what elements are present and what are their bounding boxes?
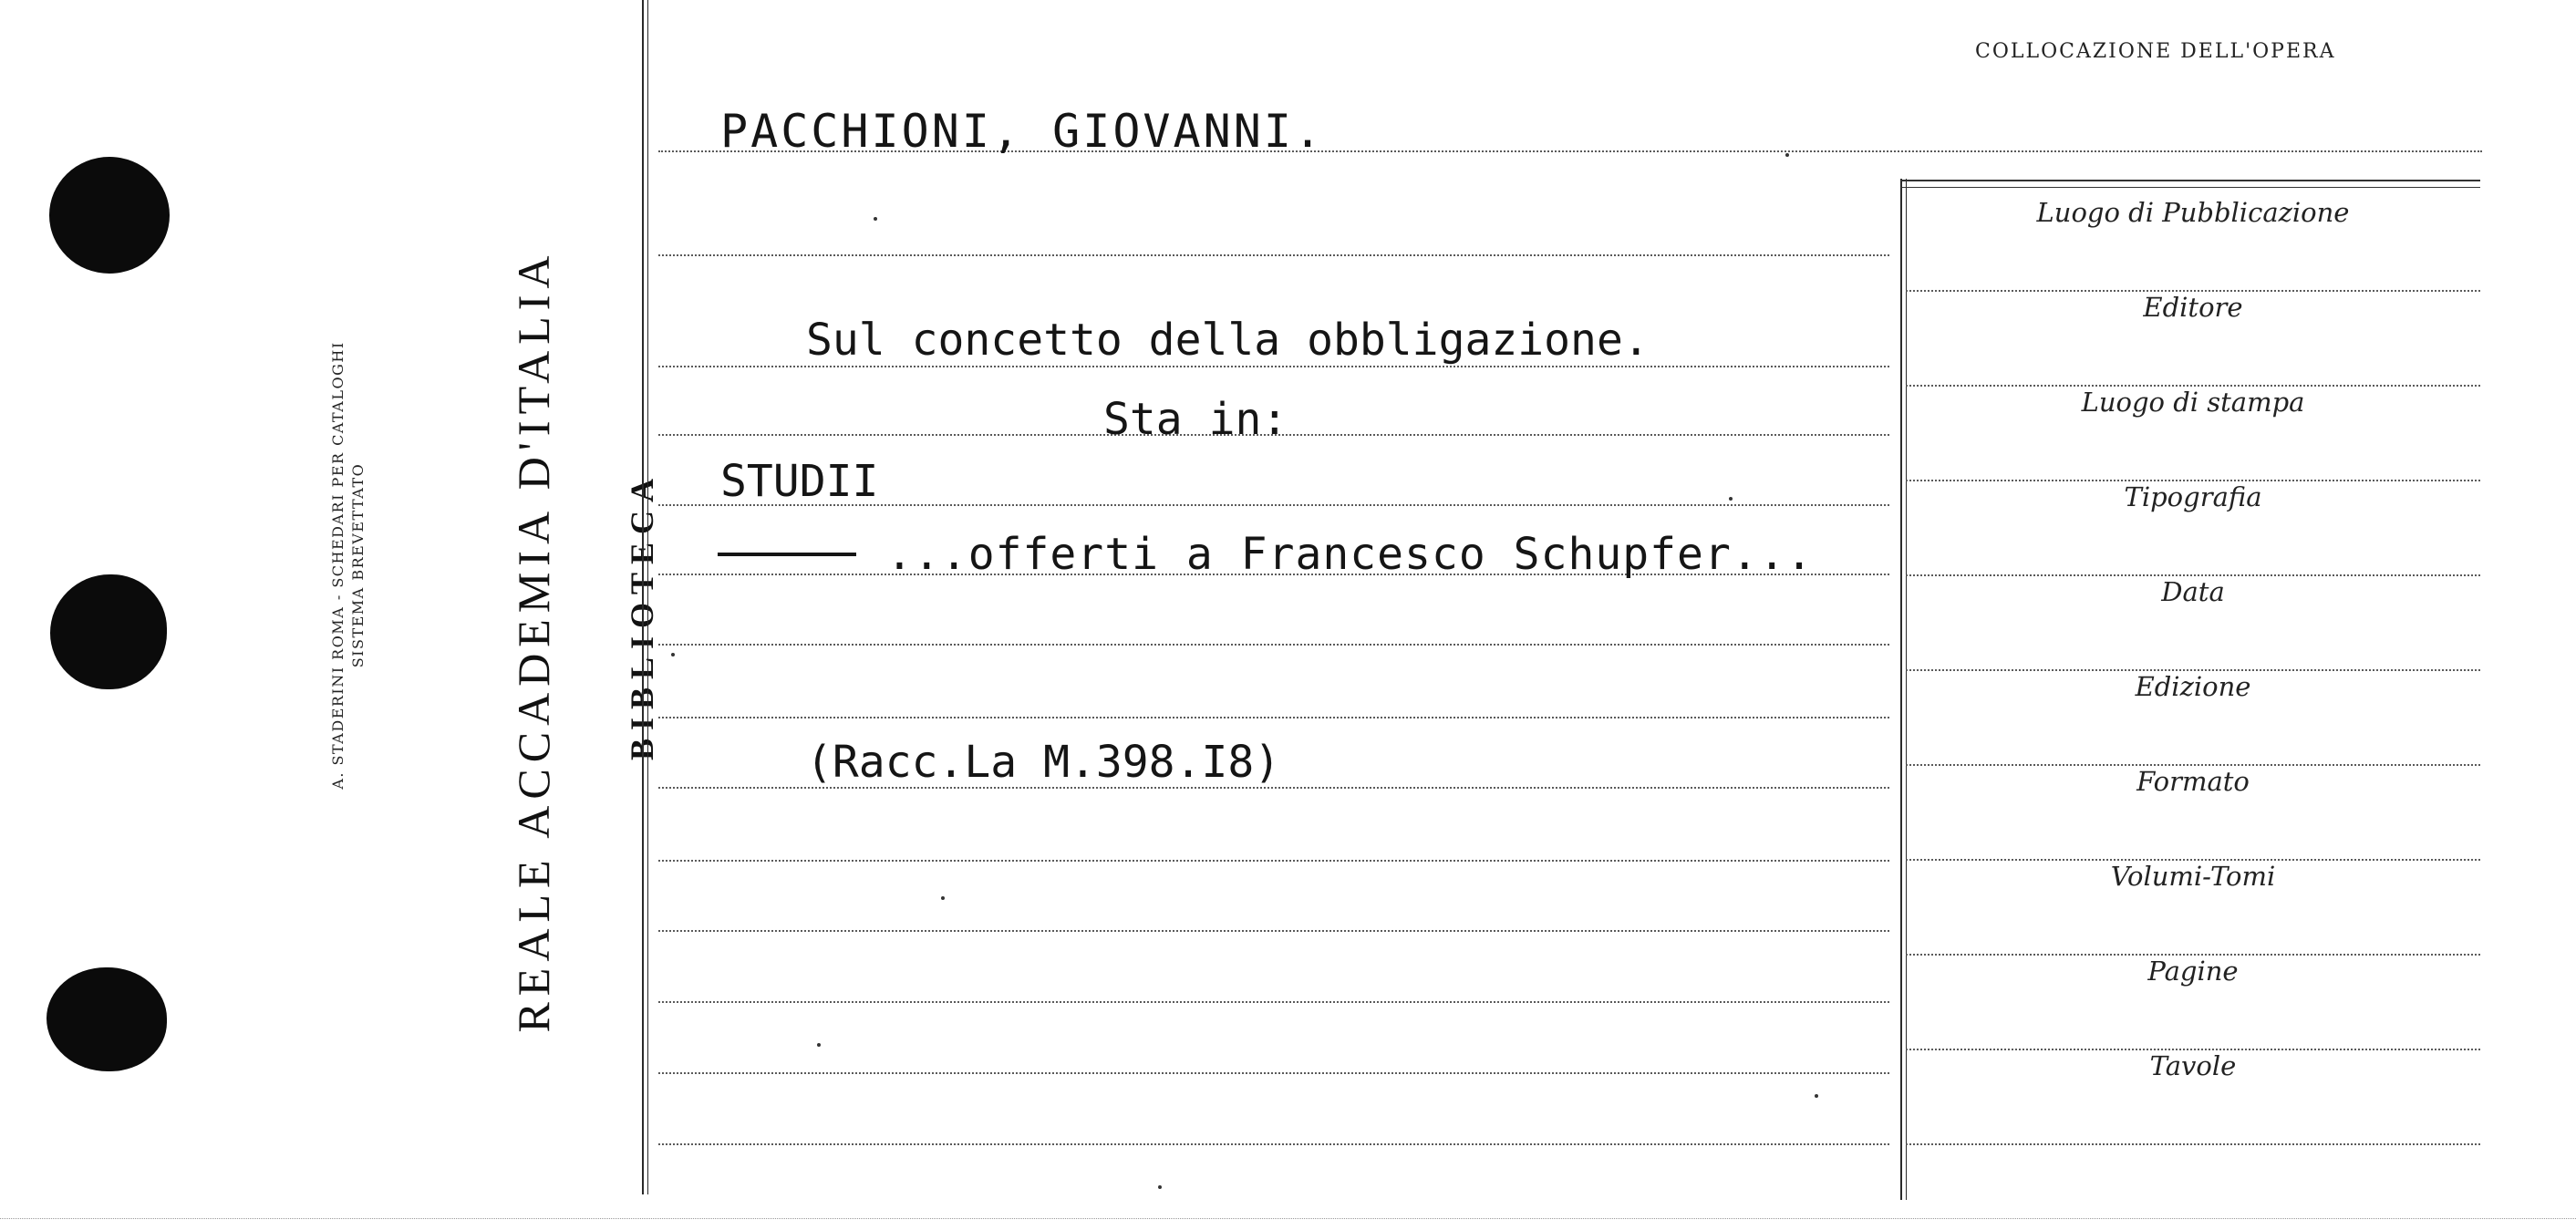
field-column-top-rule bbox=[1900, 180, 2480, 181]
field-label-format: Formato bbox=[2136, 766, 2250, 797]
work-title: Sul concetto della obbligazione. bbox=[806, 315, 1650, 366]
field-label-printer: Tipografia bbox=[2124, 481, 2262, 512]
institution-name: REALE ACCADEMIA D'ITALIA bbox=[508, 249, 559, 1033]
shelfmark: (Racc.La M.398.I8) bbox=[806, 737, 1281, 788]
field-label-place-of-printing: Luogo di stampa bbox=[2081, 387, 2305, 418]
ruled-line bbox=[658, 860, 1889, 862]
paper-speck bbox=[874, 217, 877, 221]
ruled-line bbox=[658, 254, 1889, 256]
ruled-line bbox=[658, 1072, 1889, 1074]
shelf-location-header: COLLOCAZIONE DELL'OPERA bbox=[1975, 40, 2336, 63]
paper-speck bbox=[1785, 153, 1789, 157]
field-column-top-rule-inner bbox=[1900, 187, 2480, 188]
ruled-line bbox=[658, 717, 1889, 718]
ruled-line bbox=[658, 366, 1889, 367]
left-margin-rule bbox=[642, 0, 644, 1194]
card-bottom-edge bbox=[0, 1218, 2576, 1219]
paper-speck bbox=[817, 1043, 821, 1047]
paper-speck bbox=[1729, 497, 1733, 501]
punch-hole-middle bbox=[50, 574, 167, 689]
field-column-rule bbox=[1900, 179, 1902, 1200]
field-label-edition: Edizione bbox=[2135, 671, 2251, 702]
field-label-plates: Tavole bbox=[2149, 1050, 2237, 1081]
field-label-date: Data bbox=[2161, 576, 2225, 607]
paper-speck bbox=[671, 653, 675, 656]
printer-imprint-line2: SISTEMA BREVETTATO bbox=[349, 462, 367, 668]
printer-imprint bbox=[328, 337, 383, 793]
paper-speck bbox=[1815, 1094, 1818, 1098]
field-label-volumes: Volumi-Tomi bbox=[2110, 861, 2276, 892]
punch-hole-bottom bbox=[47, 967, 167, 1071]
collection-subtitle: ...offerti a Francesco Schupfer... bbox=[886, 529, 1814, 580]
paper-speck bbox=[941, 896, 945, 900]
field-label-pages: Pagine bbox=[2147, 956, 2239, 987]
ruled-line bbox=[658, 930, 1889, 932]
field-label-publisher: Editore bbox=[2143, 292, 2243, 323]
library-name: BIBLIOTECA bbox=[624, 470, 660, 761]
paper-speck bbox=[1158, 1185, 1162, 1189]
field-label-place-of-publication: Luogo di Pubblicazione bbox=[2036, 197, 2350, 228]
punch-hole-top bbox=[49, 157, 170, 274]
printer-imprint-line1: A. STADERINI ROMA - SCHEDARI PER CATALOGHI bbox=[329, 341, 347, 790]
contained-in-label: Sta in: bbox=[1103, 394, 1288, 445]
ruled-line bbox=[658, 644, 1889, 646]
author-name: PACCHIONI, GIOVANNI. bbox=[720, 105, 1325, 158]
left-margin-rule-inner bbox=[647, 0, 648, 1194]
repeat-dash bbox=[718, 553, 856, 556]
ruled-line bbox=[658, 1143, 1889, 1145]
field-line bbox=[1906, 1143, 2480, 1145]
ruled-line bbox=[658, 1001, 1889, 1003]
collection-title: STUDII bbox=[720, 456, 879, 507]
